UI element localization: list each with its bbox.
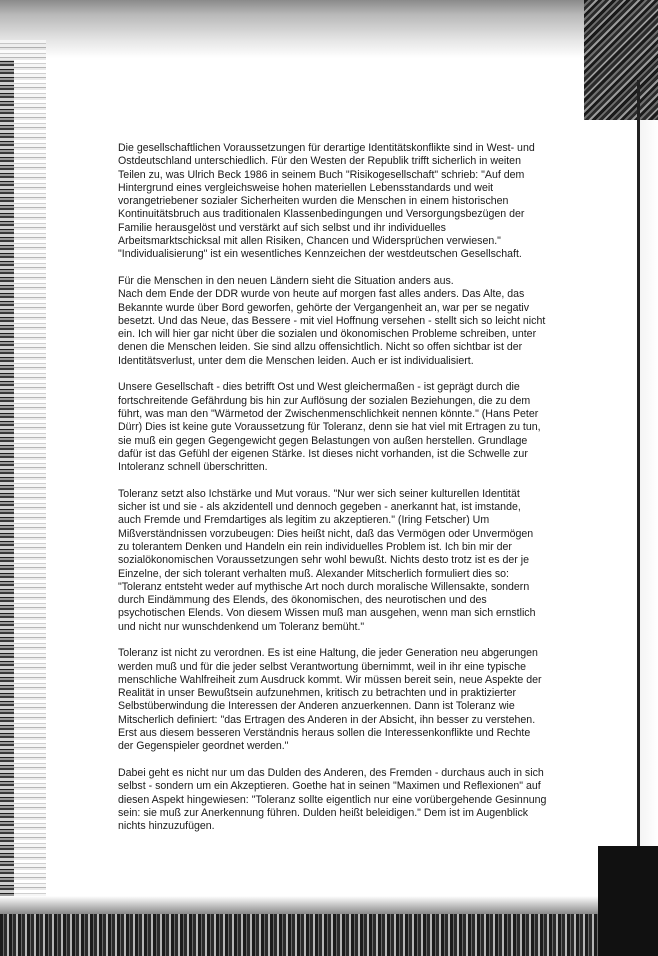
text-line: besetzt. Und das Neue, das Bessere - mit viel Hoffnung versehen - stellt sich so leicht nicht (118, 314, 546, 327)
text-line: Intoleranz schnell überschritten. (118, 461, 268, 474)
scan-bottom-noise (0, 914, 658, 956)
scan-left-edge (0, 60, 14, 930)
text-line: Für die Menschen in den neuen Ländern sieht die Situation anders aus. (118, 274, 454, 287)
text-line: führt, was man den "Wärmetod der Zwischenmenschlichkeit nennen könnte." (Hans Peter (118, 407, 539, 420)
scan-bottom-right-corner (598, 846, 658, 956)
text-line: "Individualisierung" ist ein wesentliches Kennzeichen der westdeutschen Gesellschaft. (118, 248, 522, 261)
paragraph (118, 647, 580, 753)
text-line: werden muß und für die jeder selbst Verantwortung übernimmt, weil in ihr eine typische (118, 660, 527, 673)
scan-right-edge-line (637, 80, 640, 910)
text-line: sicher ist und sie - als akzidentell und dennoch gegeben - anerkannt hat, ist imstande, (118, 501, 521, 514)
text-line: sein: sie muß zur Anerkennung führen. Dulden heißt beleidigen." Dem ist im Augenblick (118, 806, 529, 819)
text-line: Arbeitsmarktschicksal mit allen Risiken, Chancen und Widersprüchen verwiesen." (118, 235, 501, 248)
text-line: der Gegenspieler geordnet werden." (118, 740, 289, 753)
paragraph (118, 767, 580, 833)
text-line: durch Eindämmung des Elends, des ökonomischen, des neurotischen und des (118, 594, 487, 607)
text-line: denen die Menschen leiden. Sie sind allzu offensichtlich. Nicht so offen sichtbar ist der (118, 341, 523, 354)
text-line: psychotischen Elends. Von diesem Wissen muß man ausgehen, wenn man sich ernstlich (118, 607, 536, 620)
text-line: Hintergrund eines vergleichsweise hohen materiellen Lebensstandards und weit (118, 181, 494, 194)
text-line: Identitätsverlust, unter dem die Menschen leiden. Auch er ist individualisiert. (118, 354, 474, 367)
text-line: Unsere Gesellschaft - dies betrifft Ost und West gleichermaßen - ist geprägt durch die (118, 381, 520, 394)
text-line: dafür ist das Gefühl der eigenen Stärke. Ist dieses nicht vorhanden, ist die Schwelle zur (118, 447, 528, 460)
text-line: Dürr) Dies ist keine gute Voraussetzung für Toleranz, denn sie hat viel mit Ertragen zu tun, (118, 421, 541, 434)
scan-top-shadow (0, 0, 658, 58)
paragraph (118, 488, 580, 634)
text-line: Kontinuitätsbruch aus traditionalen Klassenbedingungen und Versorgungsbezügen der (118, 208, 525, 221)
text-line: Ostdeutschland unterschiedlich. Für den Westen der Republik trifft sicherlich in weiten (118, 155, 521, 168)
text-line: "Toleranz entsteht weder auf mythische Art noch durch moralische Willensakte, sondern (118, 580, 530, 593)
text-line: nichts hinzuzufügen. (118, 820, 215, 833)
text-line: sie muß ein gegen Gegengewicht gegen Belastungen von außen herstellen. Grundlage (118, 434, 528, 447)
text-line: ein. Ich will hier gar nicht über die sozialen und ökonomischen Probleme schreiben, unter (118, 328, 537, 341)
text-line: Familie herausgelöst und verstärkt auf sich selbst und ihr individuelles (118, 221, 446, 234)
text-line: sozialökonomischen Voraussetzungen sehr wohl bewußt. Nichts desto trotz ist es der je (118, 554, 530, 567)
document-body (118, 142, 580, 847)
text-line: Mißverständnissen vorzubeugen: Dies heißt nicht, daß das Vermögen oder Unvermögen (118, 527, 534, 540)
text-line: zu tolerantem Denken und Handeln ein rein individuelles Problem ist. Ich bin mir der (118, 540, 512, 553)
paragraph (118, 275, 580, 368)
text-line: auch Fremde und Fremdartiges als legitim zu akzeptieren." (Iring Fetscher) Um (118, 514, 490, 527)
text-line: selbst - sondern um ein Akzeptieren. Goethe hat in seinen "Maximen und Reflexionen" auf (118, 780, 541, 793)
scan-right-margin (640, 120, 658, 920)
text-line: Die gesellschaftlichen Voraussetzungen für derartige Identitätskonflikte sind in West- und (118, 142, 535, 154)
text-line: Einzelne, der sich tolerant verhalten muß. Alexander Mitscherlich formuliert dies so: (118, 567, 509, 580)
text-line: Toleranz setzt also Ichstärke und Mut voraus. "Nur wer sich seiner kulturellen Identität (118, 487, 520, 500)
text-line: Nach dem Ende der DDR wurde von heute auf morgen fast alles anders. Das Alte, das (118, 288, 525, 301)
text-line: Teilen zu, was Ulrich Beck 1986 in seinem Buch "Risikogesellschaft" schrieb: "Auf dem (118, 168, 525, 181)
paragraph (118, 381, 580, 474)
text-line: Realität in unser Bewußtsein aufzunehmen, kritisch zu betrachten und in praktizierter (118, 687, 517, 700)
text-line: Toleranz ist nicht zu verordnen. Es ist eine Haltung, die jeder Generation neu abgerungen (118, 647, 538, 660)
scan-top-right-noise (584, 0, 658, 120)
text-line: diesen Aspekt hingewiesen: "Toleranz sollte eigentlich nur eine vorübergehende Gesinnung (118, 793, 547, 806)
text-line: Erst aus diesem besseren Verständnis heraus sollen die Interessenkonflikte und Rechte (118, 727, 531, 740)
text-line: Mitscherlich definiert: "das Ertragen des Anderen in der Absicht, ihn besser zu verstehen. (118, 713, 536, 726)
paragraph (118, 142, 580, 262)
scan-bottom-shadow (0, 896, 658, 914)
text-line: menschliche Wahlfreiheit zum Ausdruck kommt. Wir müssen bereit sein, neue Aspekte der (118, 673, 542, 686)
text-line: Bekannte wurde über Bord geworfen, gehörte der Vergangenheit an, war per se negativ (118, 301, 530, 314)
text-line: fortschreitende Gefährdung bis hin zur Auflösung der sozialen Beziehungen, die zu dem (118, 394, 531, 407)
text-line: vorangetriebener sozialer Sicherheiten wurden die Menschen in einem historischen (118, 195, 509, 208)
text-line: Selbstüberwindung die Interessen der Anderen anzuerkennen. Dann ist Toleranz wie (118, 700, 515, 713)
text-line: Dabei geht es nicht nur um das Dulden des Anderen, des Fremden - durchaus auch in sich (118, 766, 544, 779)
text-line: und nicht nur wunschdenkend um Toleranz bemüht." (118, 620, 365, 633)
